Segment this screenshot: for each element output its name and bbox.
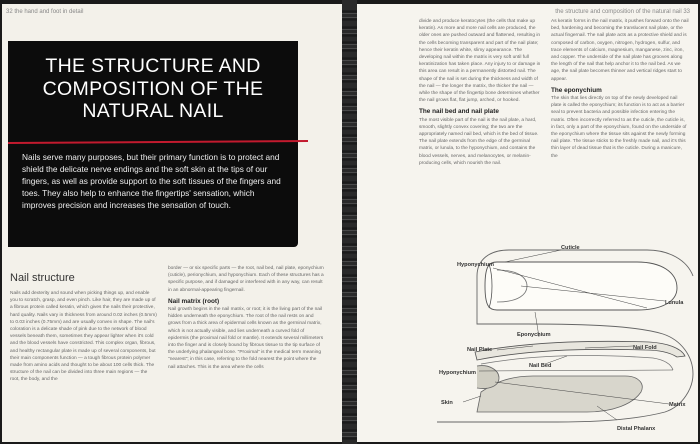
label-matrix: Matrix: [669, 402, 686, 408]
nail-structure-text: Nails add dexterity and sound when picking things up, and enable you to scratch, grasp, and even pinch. Like hair, they are made up of a fibrous protein called keratin, which gives the nails their protective, hard quality. Nails vary in thickness from around 0.02 inches (0.5mm) to 0.03 inches (0.75mm) and are usually convex in shape. The nail's coloration is a delicate shade of pink due to the network of blood vessels beneath them, sometimes they appear lighter when it's cold and the blood vessels have constricted. This complex organ, fibrous, and healthy rectangular plate is made up of several components, but their main components function — a tough fibrous protein polymer made from amino acids and thought to be about 100 cells thick. The structure of the nail can be divided into three main regions — the root, the body, and the: [10, 291, 157, 383]
title-divider: [8, 140, 308, 144]
label-nail-plate: Nail Plate: [467, 347, 493, 353]
label-cuticle: Cuticle: [561, 245, 580, 251]
label-eponychium: Eponychium: [517, 332, 551, 338]
right-column-2: [551, 18, 689, 162]
matrix-continued-text: divide and produce keratocytes (the cells that make up keratin). As more and more nail cells are produced, the older ones are pushed outward and flattened, resulting in the cells becoming transparent and part of the nail plate; hence their keratin white, slimy appearance. The developing nail within the matrix is very soft until full keratinization has taken place. Any injury to or damage in this area can result in a permanently distorted nail. The shape of the nail is set during the thickness and width of the nail — the longer the matrix, the thicker the nail — while the shape of the fingertip bone determines whether the nail grows flat, flat jump, arched, or hooked.: [419, 19, 541, 104]
nail-plate-shape: [485, 262, 677, 310]
nail-bed-text: The most visible part of the nail is the nail plate, a hard, smooth, slightly convex covering; the two are the appropriately named nail bed, which is the bed of tissue. The nail plate extends from the edge of the germinal matrix, or lunula, to the hyponychium, and contains the blood vessels, nerves, and melanocytes, or melanin-producing cells, which nourish the nail.: [419, 117, 539, 166]
nail-bed-side: [481, 356, 673, 370]
label-hyponychium-bottom: Hyponychium: [439, 370, 476, 376]
right-column-1: [419, 18, 543, 169]
distal-phalanx-shape: [477, 376, 642, 412]
nail-structure-continued: border — or six specific parts — the root, nail bed, nail plate, eponychium (cuticle), perionychium, and hyponychium. Each of these structures has a specific purpose, and if damaged or interfered with in any way, can result in an abnormal-appearing fingernail.: [168, 266, 324, 293]
label-distal-phalanx: Distal Phalanx: [617, 426, 656, 432]
label-nail-fold: Nail Fold: [633, 345, 657, 351]
left-page-header: 32 the hand and foot in detail: [6, 9, 84, 15]
eponychium-heading: The eponychium: [551, 86, 602, 94]
label-lunula: Lunula: [665, 300, 684, 306]
eponychium-text: The skin that lies directly on top of the newly developed nail plate is called the eponychium; its function is to act as a barrier seal to prevent bacteria and possible infection entering the matrix. Often incorrectly referred to as the cuticle, the cuticle is, in fact, only a part of the eponychium, found on the underside of the eponychium where the tissue sits against the newly forming nail plate. The tissue sticks to the freshly made nail, and it's this thin layer of dead tissue that is the cuticle. During a manicure, the: [551, 96, 687, 159]
title-box: [8, 41, 298, 247]
left-page: [2, 4, 342, 442]
nail-anatomy-diagram: [437, 236, 695, 440]
nail-plate-text: As keratin forms in the nail matrix, it pushes forward onto the nail bed, hardening and becoming the translucent nail plate, or the actual fingernail. The nail plate acts as a protective shield and is composed of carbon, oxygen, nitrogen, hydrogen, sulfur, and trace elements of calcium, magnesium, manganese, zinc, iron, and copper. The underside of the nail plate has grooves along the length of the nail that help anchor it to the nail bed. As we age, the nail plate becomes thinner and vertical ridges start to appear.: [551, 19, 689, 82]
left-column-1: [10, 290, 158, 386]
cuticle-leader: [505, 250, 561, 262]
matrix-shape: [477, 366, 499, 389]
hyponychium-bottom-leader: [479, 370, 673, 371]
label-hyponychium-top: Hyponychium: [457, 262, 494, 268]
right-page-header: the structure and composition of the natural nail 33: [555, 9, 690, 15]
skin-leader: [463, 396, 481, 402]
label-nail-bed: Nail Bed: [529, 363, 552, 369]
nail-bed-heading: The nail bed and nail plate: [419, 108, 499, 116]
section-title: Nail structure: [10, 272, 75, 284]
nail-matrix-heading: Nail matrix (root): [168, 297, 220, 305]
intro-paragraph: Nails serve many purposes, but their primary function is to protect and shield the delicate nerve endings and the soft skin at the tips of our fingers, as well as provide support to the soft tissues of the fingers and toes. They also help to enhance the fingertips' sensation, which improves precision and increases the sensation of touch.: [22, 152, 281, 211]
nail-matrix-text: Nail growth begins in the nail matrix, or root; it is the living part of the nail hidden underneath the eponychium. The root of the nail rests on and grows from a thick area of epidermal cells known as the germinal matrix, which is not actually visible, and lies underneath a curved fold of epidermis (the proximal nail fold or mantle). It extends several millimeters into the finger and is closely bound by fibrous tissue to the tip surface of the underlying phalangeal bone. "Proximal" is the medical term meaning "nearest"; in this case, referring to the fold nearest the point where the nail attaches. This is the area where the cells: [168, 307, 324, 370]
label-skin: Skin: [441, 400, 453, 406]
page-title: THE STRUCTURE AND COMPOSITION OF THE NATURAL NAIL: [42, 55, 264, 122]
left-column-2: [168, 265, 324, 373]
